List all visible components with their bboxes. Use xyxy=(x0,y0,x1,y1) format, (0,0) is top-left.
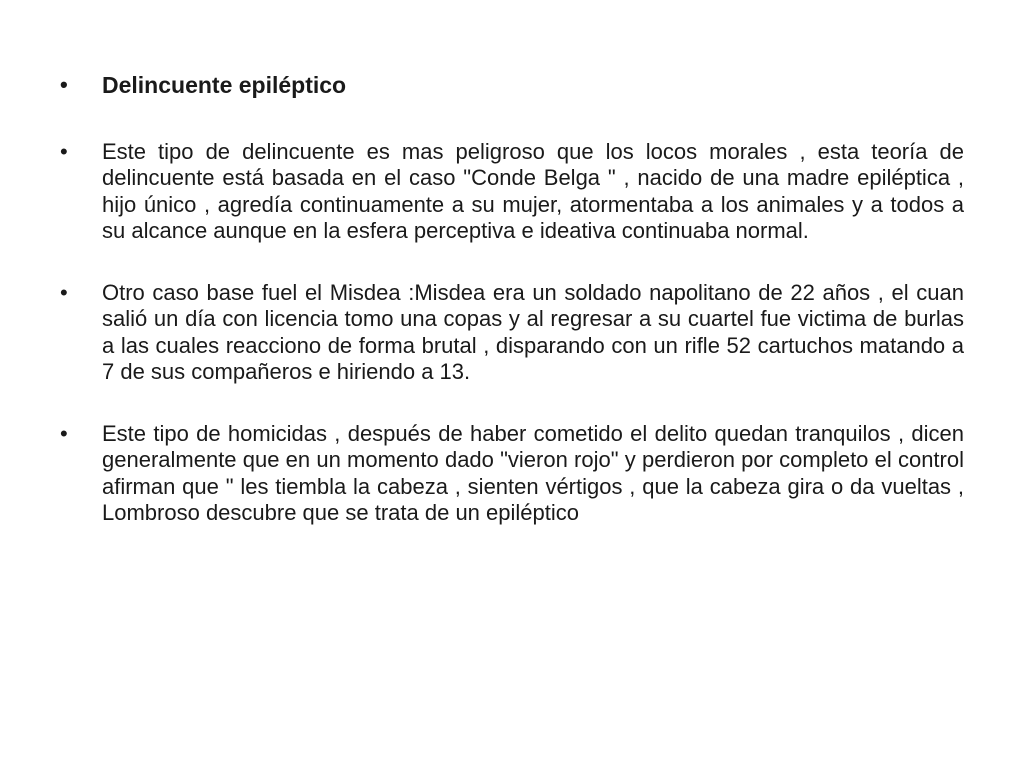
paragraph-item xyxy=(60,280,964,386)
heading-item xyxy=(60,72,964,99)
paragraph-text: Este tipo de delincuente es mas peligroso que los locos morales , esta teoría de delincuente está basada en el caso "Conde Belga " , nacido de una madre epiléptica , hijo único , agredía continuamente a su mujer, atormentaba a los animales y a todos a su alcance aunque en la esfera perceptiva e ideativa continuaba normal. xyxy=(102,138,964,243)
bullet-list xyxy=(60,72,964,527)
paragraph-item xyxy=(60,139,964,245)
bullet-icon: • xyxy=(60,279,68,305)
bullet-icon: • xyxy=(60,72,68,97)
paragraph-text: Este tipo de homicidas , después de haber cometido el delito quedan tranquilos , dicen generalmente que en un momento dado "vieron rojo" y perdieron por completo el control afirman que " les tiembla la cabeza , sienten vértigos , que la cabeza gira o da vueltas , Lombroso descubre que se trata de un epiléptico xyxy=(102,420,964,525)
paragraph-item xyxy=(60,421,964,527)
paragraph-text: Otro caso base fuel el Misdea :Misdea era un soldado napolitano de 22 años , el cuan salió un día con licencia tomo una copas y al regresar a su cuartel fue victima de burlas a las cuales reacciono de forma brutal , disparando con un rifle 52 cartuchos matando a 7 de sus compañeros e hiriendo a 13. xyxy=(102,279,964,384)
bullet-icon: • xyxy=(60,420,68,446)
heading-text: Delincuente epiléptico xyxy=(102,72,347,98)
bullet-icon: • xyxy=(60,138,68,164)
